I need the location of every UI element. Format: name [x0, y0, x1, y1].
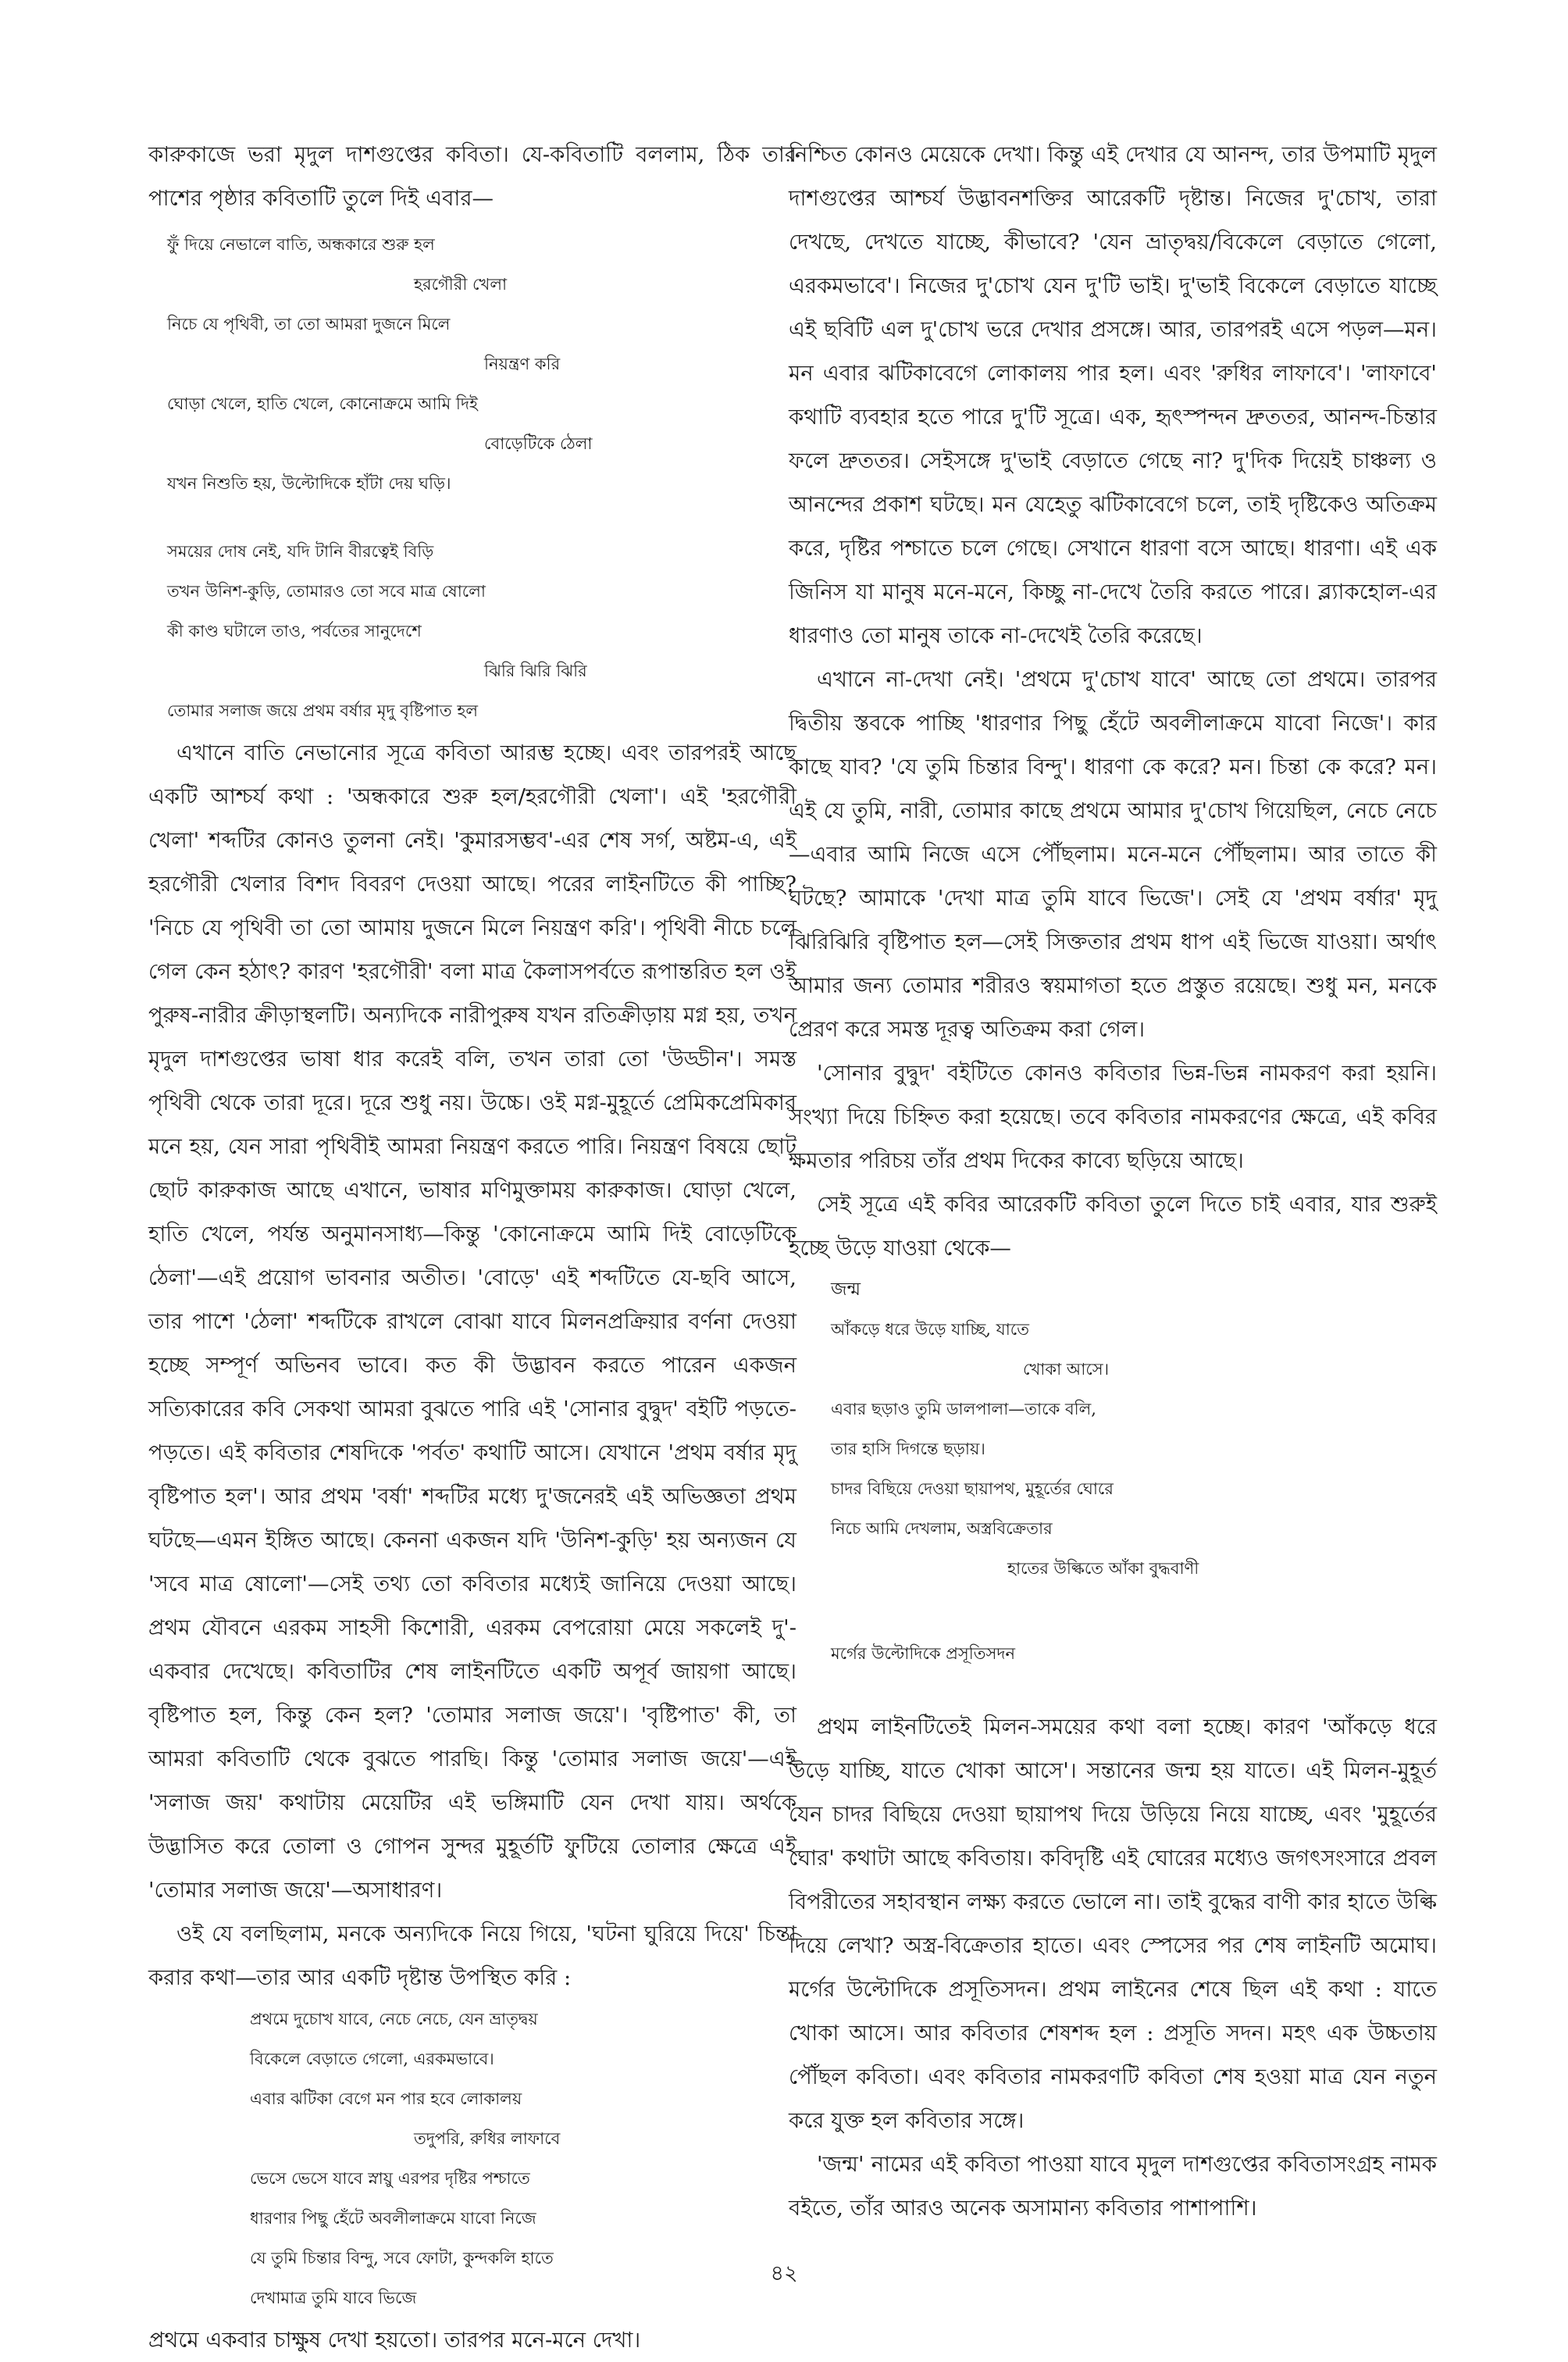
- poem-title: জন্ম: [831, 1279, 861, 1300]
- poem-line: বিকেলে বেড়াতে গেলো, এরকমভাবে।: [250, 2050, 494, 2068]
- poem-line: এবার ছড়াও তুমি ডালপালা—তাকে বলি,: [831, 1400, 1096, 1418]
- poem-line: ধারণার পিছু হেঁটে অবলীলাক্রমে যাবো নিজে: [250, 2209, 536, 2228]
- page-number: ৪২: [770, 2261, 798, 2285]
- right-column: [789, 133, 1437, 2230]
- left-column: [148, 133, 796, 2362]
- poem-line: নিয়ন্ত্রণ করি: [484, 355, 561, 373]
- poem-line: যে তুমি চিন্তার বিন্দু, সবে ফোটা, কুন্দকলি হাতে: [250, 2249, 554, 2267]
- left-paragraph-2: ওই যে বলছিলাম, মনকে অন্যদিকে নিয়ে গিয়ে, 'ঘটনা ঘুরিয়ে দিয়ে' চিন্তা করার কথা—তার আর একটি দৃষ্টান্ত উপস্থিত করি :: [148, 1921, 796, 1990]
- poem-line: খোকা আসে।: [1023, 1360, 1110, 1379]
- poem-line: দেখামাত্র তুমি যাবে ভিজে: [250, 2289, 417, 2307]
- poem-line: আঁকড়ে ধরে উড়ে যাচ্ছি, যাতে: [831, 1320, 1029, 1339]
- left-paragraph-1: এখানে বাতি নেভানোর সূত্রে কবিতা আরম্ভ হচ্ছে। এবং তারপরই আছে একটি আশ্চর্য কথা : 'অন্ধকারে শুরু হল/হরগৌরী খেলা'। এই 'হরগৌরী খেলা' শব্দটির কোনও তুলনা নেই। 'কুমারসম্ভব'-এর শেষ সর্গ, অষ্টম-এ, এই হরগৌরী খেলার বিশদ বিবরণ দেওয়া আছে। পরের লাইনটিতে কী পাচ্ছি? 'নিচে যে পৃথিবী তা তো আমায় দুজনে মিলে নিয়ন্ত্রণ করি'। পৃথিবী নীচে চলে গেল কেন হঠাৎ? কারণ 'হরগৌরী' বলা মাত্র কৈলাসপর্বতে রূপান্তরিত হল ওই পুরুষ-নারীর ক্রীড়াস্থলটি। অন্যদিকে নারীপুরুষ যখন রতিক্রীড়ায় মগ্ন হয়, তখন মৃদুল দাশগুপ্তের ভাষা ধার করেই বলি, তখন তারা তো 'উড্ডীন'। সমস্ত পৃথিবী থেকে তারা দূরে। দূরে শুধু নয়। উচ্চে। ওই মগ্ন-মুহূর্তে প্রেমিকপ্রেমিকার মনে হয়, যেন সারা পৃথিবীই আমরা নিয়ন্ত্রণ করতে পারি। নিয়ন্ত্রণ বিষয়ে ছোট ছোট কারুকাজ আছে এখানে, ভাষার মণিমুক্তাময় কারুকাজ। ঘোড়া খেলে, হাতি খেলে, পর্যন্ত অনুমানসাধ্য—কিন্তু 'কোনোক্রমে আমি দিই বোড়েটিকে ঠেলা'—এই প্রয়োগ ভাবনার অতীত। 'বোড়ে' এই শব্দটিতে যে-ছবি আসে, তার পাশে 'ঠেলা' শব্দটিকে রাখলে বোঝা যাবে মিলনপ্রক্রিয়ার বর্ণনা দেওয়া হচ্ছে সম্পূর্ণ অভিনব ভাবে। কত কী উদ্ভাবন করতে পারেন একজন সত্যিকারের কবি সেকথা আমরা বুঝতে পারি এই 'সোনার বুদ্বুদ' বইটি পড়তে-পড়তে। এই কবিতার শেষদিকে 'পর্বত' কথাটি আসে। যেখানে 'প্রথম বর্ষার মৃদু বৃষ্টিপাত হল'। আর প্রথম 'বর্ষা' শব্দটির মধ্যে দু'জনেরই এই অভিজ্ঞতা প্রথম ঘটছে—এমন ইঙ্গিত আছে। কেননা একজন যদি 'উনিশ-কুড়ি' হয় অন্যজন যে 'সবে মাত্র ষোলো'—সেই তথ্য তো কবিতার মধ্যেই জানিয়ে দেওয়া আছে। প্রথম যৌবনে এরকম সাহসী কিশোরী, এরকম বেপরোয়া মেয়ে সকলেই দু'-একবার দেখেছে। কবিতাটির শেষ লাইনটিতে একটি অপূর্ব জায়গা আছে। বৃষ্টিপাত হল, কিন্তু কেন হল? 'তোমার সলাজ জয়ে'। 'বৃষ্টিপাত' কী, তা আমরা কবিতাটি থেকে বুঝতে পারছি। কিন্তু 'তোমার সলাজ জয়ে'—এই 'সলাজ জয়' কথাটায় মেয়েটির এই ভঙ্গিমাটি যেন দেখা যায়। অর্থকে উদ্ভাসিত করে তোলা ও গোপন সুন্দর মুহূর্তটি ফুটিয়ে তোলার ক্ষেত্রে এই 'তোমার সলাজ জয়ে'—অসাধারণ।: [148, 740, 796, 1903]
- poem-line: ঝিরি ঝিরি ঝিরি: [484, 662, 587, 680]
- poem-line: তোমার সলাজ জয়ে প্রথম বর্ষার মৃদু বৃষ্টিপাত হল: [167, 701, 478, 720]
- right-paragraph-4: সেই সূত্রে এই কবির আরেকটি কবিতা তুলে দিতে চাই এবার, যার শুরুই হচ্ছে উড়ে যাওয়া থেকে—: [789, 1192, 1437, 1261]
- stanza-gap: [148, 504, 796, 532]
- right-paragraph-2: এখানে না-দেখা নেই। 'প্রথমে দু'চোখ যাবে' আছে তো প্রথমে। তারপর দ্বিতীয় স্তবকে পাচ্ছি 'ধারণার পিছু হেঁটে অবলীলাক্রমে যাবো নিজে'। কার কাছে যাব? 'যে তুমি চিন্তার বিন্দু'। ধারণা কে করে? মন। চিন্তা কে করে? মন। এই যে তুমি, নারী, তোমার কাছে প্রথমে আমার দু'চোখ গিয়েছিল, নেচে নেচে—এবার আমি নিজে এসে পৌঁছলাম। মনে-মনে পৌঁছলাম। আর তাতে কী ঘটছে? আমাকে 'দেখা মাত্র তুমি যাবে ভিজে'। সেই যে 'প্রথম বর্ষার' মৃদু ঝিরিঝিরি বৃষ্টিপাত হল—সেই সিক্ততার প্রথম ধাপ এই ভিজে যাওয়া। অর্থাৎ আমার জন্য তোমার শরীরও স্বয়মাগতা হতে প্রস্তুত রয়েছে। শুধু মন, মনকে প্রেরণ করে সমস্ত দূরত্ব অতিক্রম করা গেল।: [789, 667, 1437, 1042]
- poem-line: ফুঁ দিয়ে নেভালে বাতি, অন্ধকারে শুরু হল: [167, 235, 435, 254]
- poem-line: প্রথমে দুচোখ যাবে, নেচে নেচে, যেন ভ্রাতৃদ্বয়: [250, 2010, 538, 2028]
- right-paragraph-1: নিশ্চিত কোনও মেয়েকে দেখা। কিন্তু এই দেখার যে আনন্দ, তার উপমাটি মৃদুল দাশগুপ্তের আশ্চর্য উদ্ভাবনশক্তির আরেকটি দৃষ্টান্ত। নিজের দু'চোখ, তারা দেখছে, দেখতে যাচ্ছে, কীভাবে? 'যেন ভ্রাতৃদ্বয়/বিকেলে বেড়াতে গেলো, এরকমভাবে'। নিজের দু'চোখ যেন দু'টি ভাই। দু'ভাই বিকেলে বেড়াতে যাচ্ছে এই ছবিটি এল দু'চোখ ভরে দেখার প্রসঙ্গে। আর, তারপরই এসে পড়ল—মন। মন এবার ঝটিকাবেগে লোকালয় পার হল। এবং 'রুধির লাফাবে'। 'লাফাবে' কথাটি ব্যবহার হতে পারে দু'টি সূত্রে। এক, হৃৎস্পন্দন দ্রুততর, আনন্দ-চিন্তার ফলে দ্রুততর। সেইসঙ্গে দু'ভাই বেড়াতে গেছে না? দু'দিক দিয়েই চাঞ্চল্য ও আনন্দের প্রকাশ ঘটছে। মন যেহেতু ঝটিকাবেগে চলে, তাই দৃষ্টিকেও অতিক্রম করে, দৃষ্টির পশ্চাতে চলে গেছে। সেখানে ধারণা বসে আছে। ধারণা। এই এক জিনিস যা মানুষ মনে-মনে, কিচ্ছু না-দেখে তৈরি করতে পারে। ব্ল্যাকহোল-এর ধারণাও তো মানুষ তাকে না-দেখেই তৈরি করেছে।: [789, 142, 1437, 648]
- poem-line: যখন নিশুতি হয়, উল্টোদিকে হাঁটা দেয় ঘড়ি।: [167, 474, 451, 493]
- poem-janma: [789, 1270, 1437, 1674]
- poem-line: তদুপরি, রুধির লাফাবে: [414, 2129, 561, 2148]
- right-paragraph-5: প্রথম লাইনটিতেই মিলন-সময়ের কথা বলা হচ্ছে। কারণ 'আঁকড়ে ধরে উড়ে যাচ্ছি, যাতে খোকা আসে'। সন্তানের জন্ম হয় যাতে। এই মিলন-মুহূর্ত যেন চাদর বিছিয়ে দেওয়া ছায়াপথ দিয়ে উড়িয়ে নিয়ে যাচ্ছে, এবং 'মুহূর্তের ঘোর' কথাটা আছে কবিতায়। কবিদৃষ্টি এই ঘোরের মধ্যেও জগৎসংসারে প্রবল বিপরীতের সহাবস্থান লক্ষ্য করতে ভোলে না। তাই বুদ্ধের বাণী কার হাতে উল্কি দিয়ে লেখা? অস্ত্র-বিক্রেতার হাতে। এবং স্পেসের পর শেষ লাইনটি অমোঘ। মর্গের উল্টোদিকে প্রসূতিসদন। প্রথম লাইনের শেষে ছিল এই কথা : যাতে খোকা আসে। আর কবিতার শেষশব্দ হল : প্রসূতি সদন। মহৎ এক উচ্চতায় পৌঁছল কবিতা। এবং কবিতার নামকরণটি কবিতা শেষ হওয়া মাত্র যেন নতুন করে যুক্ত হল কবিতার সঙ্গে।: [789, 1714, 1437, 2133]
- poem-line: নিচে যে পৃথিবী, তা তো আমরা দুজনে মিলে: [167, 315, 451, 334]
- right-paragraph-6: 'জন্ম' নামের এই কবিতা পাওয়া যাবে মৃদুল দাশগুপ্তের কবিতাসংগ্রহ নামক বইতে, তাঁর আরও অনেক অসামান্য কবিতার পাশাপাশি।: [789, 2152, 1437, 2221]
- poem-line: তখন উনিশ-কুড়ি, তোমারও তো সবে মাত্র ষোলো: [167, 582, 486, 601]
- stanza-gap: [789, 1589, 1437, 1634]
- poem-line: মর্গের উল্টোদিকে প্রসূতিসদন: [831, 1644, 1015, 1663]
- left-intro: কারুকাজে ভরা মৃদুল দাশগুপ্তের কবিতা। যে-কবিতাটি বললাম, ঠিক তার পাশের পৃষ্ঠার কবিতাটি তুলে দিই এবার—: [148, 142, 796, 211]
- poem-hargouri: [148, 225, 796, 731]
- section-gap: [789, 1674, 1437, 1705]
- poem-line: তার হাসি দিগন্তে ছড়ায়।: [831, 1440, 985, 1458]
- poem-line: বোড়েটিকে ঠেলা: [484, 434, 593, 453]
- left-last-line: প্রথমে একবার চাক্ষুষ দেখা হয়তো। তারপর মনে-মনে দেখা।: [148, 2328, 641, 2353]
- right-paragraph-3: 'সোনার বুদ্বুদ' বইটিতে কোনও কবিতার ভিন্ন-ভিন্ন নামকরণ করা হয়নি। সংখ্যা দিয়ে চিহ্নিত করা হয়েছে। তবে কবিতার নামকরণের ক্ষেত্রে, এই কবির ক্ষমতার পরিচয় তাঁর প্রথম দিকের কাব্যে ছড়িয়ে আছে।: [789, 1061, 1437, 1173]
- poem-line: হরগৌরী খেলা: [414, 275, 508, 294]
- poem-line: নিচে আমি দেখলাম, অস্ত্রবিক্রেতার: [831, 1519, 1053, 1538]
- poem-line: ভেসে ভেসে যাবে স্নায়ু এরপর দৃষ্টির পশ্চাতে: [250, 2169, 530, 2188]
- poem-line: হাতের উল্কিতে আঁকা বুদ্ধবাণী: [1007, 1559, 1199, 1578]
- poem-line: ঘোড়া খেলে, হাতি খেলে, কোনোক্রমে আমি দিই: [167, 394, 478, 413]
- poem-line: কী কাণ্ড ঘটালে তাও, পর্বতের সানুদেশে: [167, 622, 422, 640]
- poem-line: এবার ঝটিকা বেগে মন পার হবে লোকালয়: [250, 2089, 522, 2108]
- poem-line: চাদর বিছিয়ে দেওয়া ছায়াপথ, মুহূর্তের ঘোরে: [831, 1479, 1114, 1498]
- poem-line: সময়ের দোষ নেই, যদি টানি বীরত্বেই বিড়ি: [167, 542, 434, 561]
